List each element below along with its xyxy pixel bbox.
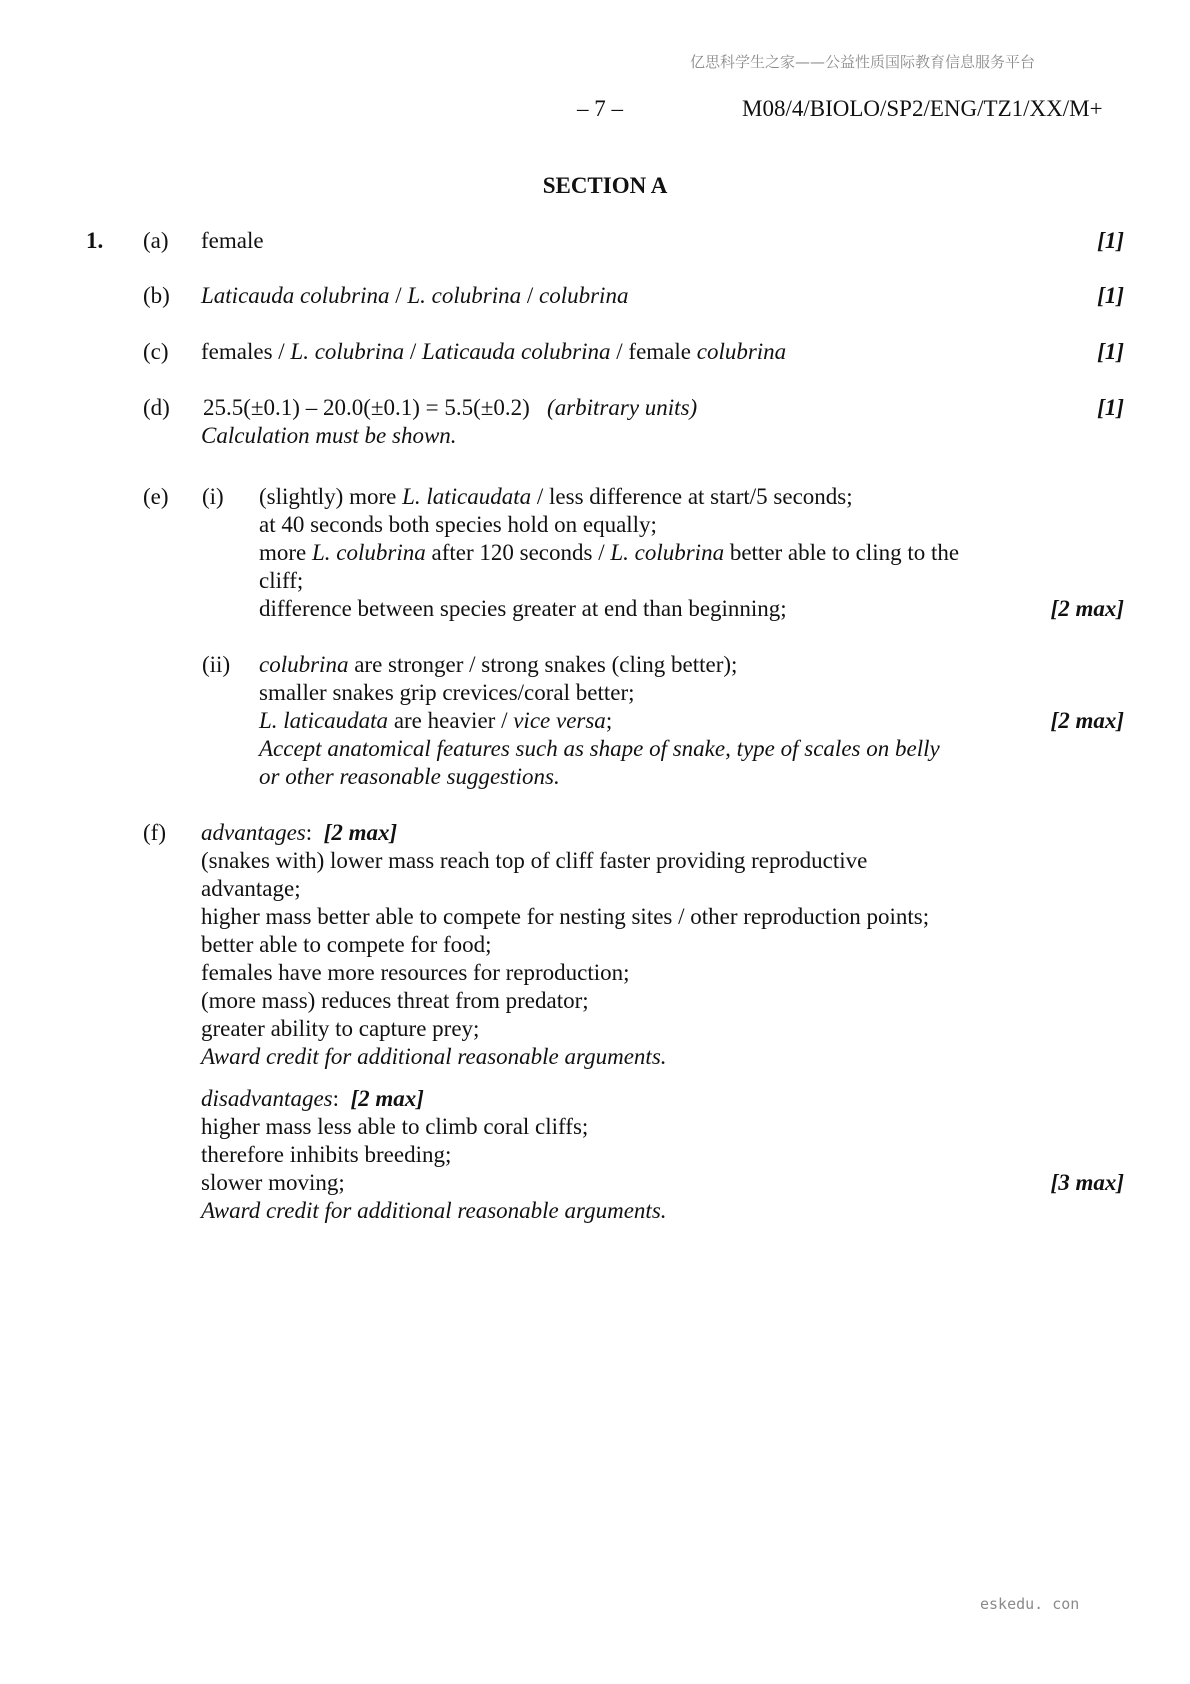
- disadvantages-colon: :: [332, 1086, 339, 1111]
- part-e-ii-l3-b: are heavier /: [388, 708, 514, 733]
- part-f-label: (f): [143, 820, 166, 845]
- advantages-line-4: better able to compete for food;: [201, 932, 492, 957]
- part-b-label: (b): [143, 283, 170, 308]
- part-e-ii-line-1: [259, 651, 737, 679]
- part-e-ii-line-3: [259, 707, 612, 735]
- part-c-text-3: Laticauda colubrina: [422, 339, 611, 364]
- part-d-equation-line: [203, 394, 697, 422]
- advantages-marks: [2 max]: [323, 820, 398, 845]
- part-e-ii-l1-a: colubrina: [259, 652, 349, 677]
- part-e-ii-l3-c: vice versa: [513, 708, 606, 733]
- part-e-i-l3-a: more: [259, 540, 313, 565]
- reference-code: M08/4/BIOLO/SP2/ENG/TZ1/XX/M+: [742, 96, 1103, 121]
- part-c-answer: [201, 338, 1006, 366]
- part-f-marks: [3 max]: [1050, 1170, 1124, 1195]
- part-c-marks: [1]: [1097, 339, 1124, 364]
- part-d-label: (d): [143, 395, 170, 420]
- part-c-text-4: / female: [610, 339, 697, 364]
- part-a-label: (a): [143, 228, 169, 253]
- watermark-top: 亿思科学生之家——公益性质国际教育信息服务平台: [690, 53, 1036, 71]
- advantages-line-3: higher mass better able to compete for nesting sites / other reproduction points;: [201, 904, 930, 929]
- disadvantages-marks: [2 max]: [350, 1086, 424, 1111]
- part-e-ii-l1-b: are stronger / strong snakes (cling better);: [348, 652, 738, 677]
- advantages-line-5: females have more resources for reproduction;: [201, 960, 630, 985]
- part-b-marks: [1]: [1097, 283, 1124, 308]
- part-c-text-2: L. colubrina: [290, 339, 405, 364]
- part-e-i-l3-d: L. colubrina: [610, 540, 725, 565]
- advantages-line-1: (snakes with) lower mass reach top of cliff faster providing reproductive: [201, 848, 868, 873]
- part-e-ii-marks: [2 max]: [1050, 708, 1124, 733]
- part-e-i-l3-c: after 120 seconds /: [425, 540, 611, 565]
- part-e-i-line-2: at 40 seconds both species hold on equally;: [259, 512, 657, 537]
- part-e-label: (e): [143, 484, 169, 509]
- part-c-text-5: colubrina: [696, 339, 787, 364]
- part-b-text-2: L. colubrina: [407, 283, 522, 308]
- part-e-i-marks: [2 max]: [1050, 596, 1124, 621]
- part-d-note: [201, 422, 457, 450]
- disadvantages-line-2: therefore inhibits breeding;: [201, 1142, 452, 1167]
- part-c-sep-1: /: [404, 339, 423, 364]
- part-e-i-l1-c: / less difference at start/5 seconds;: [531, 484, 853, 509]
- part-e-i-line-5: difference between species greater at end than beginning;: [259, 596, 787, 621]
- section-title: SECTION A: [542, 173, 668, 198]
- part-e-i-label: (i): [202, 484, 224, 509]
- part-e-ii-l3-a: L. laticaudata: [259, 708, 389, 733]
- disadvantages-heading: [201, 1085, 424, 1113]
- advantages-line-6: (more mass) reduces threat from predator;: [201, 988, 589, 1013]
- page-number: – 7 –: [577, 96, 623, 121]
- part-e-i-line-3: [259, 539, 959, 567]
- disadvantages-note: [201, 1197, 667, 1225]
- part-e-ii-l4: Accept anatomical features such as shape of snake, type of scales on belly: [259, 736, 940, 761]
- advantages-line-2: advantage;: [201, 876, 301, 901]
- part-d-equation: 25.5(±0.1) – 20.0(±0.1) = 5.5(±0.2): [203, 395, 530, 420]
- part-e-i-l3-e: better able to cling to the: [724, 540, 960, 565]
- advantages-colon: :: [305, 820, 313, 845]
- disadvantages-note-text: Award credit for additional reasonable arguments.: [201, 1198, 667, 1223]
- advantages-heading: [201, 819, 397, 847]
- part-a-marks: [1]: [1097, 228, 1124, 253]
- part-e-ii-l3-d: ;: [605, 708, 613, 733]
- part-e-i-line-1: [259, 483, 853, 511]
- part-c-label: (c): [143, 339, 169, 364]
- part-e-i-l1-b: L. laticaudata: [402, 484, 532, 509]
- advantages-line-7: greater ability to capture prey;: [201, 1016, 480, 1041]
- advantages-heading-text: advantages: [201, 820, 306, 845]
- part-d-note-text: Calculation must be shown.: [201, 423, 457, 448]
- part-b-text-3: colubrina: [539, 283, 629, 308]
- part-d-marks: [1]: [1097, 395, 1124, 420]
- disadvantages-line-1: higher mass less able to climb coral cliffs;: [201, 1114, 589, 1139]
- part-e-ii-l5: or other reasonable suggestions.: [259, 764, 560, 789]
- watermark-bottom: eskedu. con: [980, 1595, 1080, 1613]
- advantages-note: [201, 1043, 667, 1071]
- question-number: 1.: [86, 228, 104, 253]
- part-d-units: (arbitrary units): [547, 395, 698, 420]
- disadvantages-line-3: slower moving;: [201, 1170, 345, 1195]
- disadvantages-heading-text: disadvantages: [201, 1086, 333, 1111]
- part-e-ii-line-4: [259, 735, 1007, 763]
- part-e-i-l1-a: (slightly) more: [259, 484, 403, 509]
- part-e-ii-label: (ii): [202, 652, 231, 677]
- part-e-ii-line-2: smaller snakes grip crevices/coral better;: [259, 680, 635, 705]
- part-b-sep-1: /: [389, 283, 408, 308]
- part-e-i-line-4: cliff;: [259, 568, 304, 593]
- part-e-i-l3-b: L. colubrina: [312, 540, 426, 565]
- part-b-answer: [201, 282, 1006, 310]
- part-e-ii-line-5: [259, 763, 560, 791]
- part-b-sep-2: /: [521, 283, 539, 308]
- part-b-text-1: Laticauda colubrina: [201, 283, 390, 308]
- part-a-answer: female: [201, 228, 264, 253]
- advantages-note-text: Award credit for additional reasonable arguments.: [201, 1044, 667, 1069]
- part-c-text-1: females /: [201, 339, 291, 364]
